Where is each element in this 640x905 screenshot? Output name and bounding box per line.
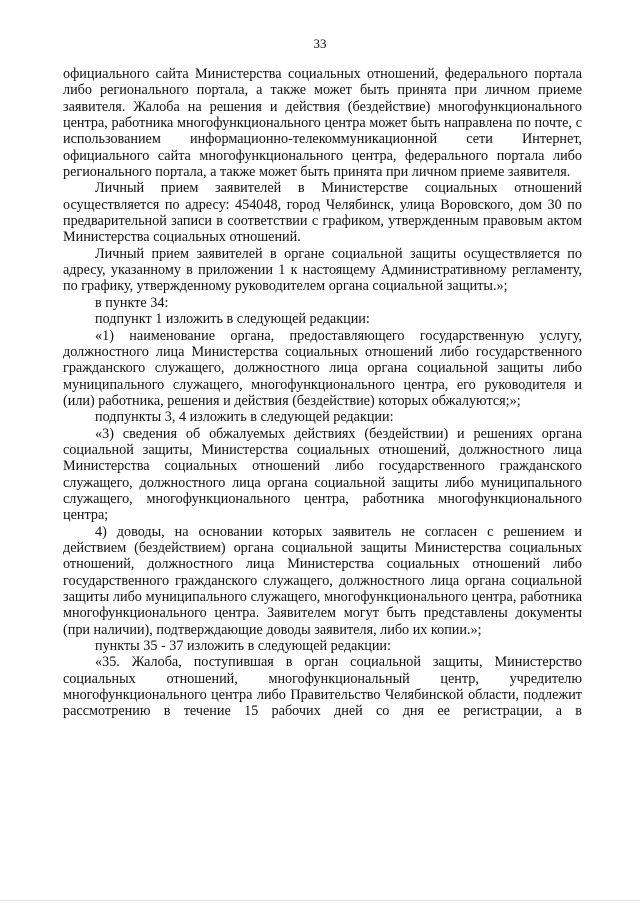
paragraph-clause-34-heading: в пункте 34: xyxy=(95,294,169,311)
paragraph-subclause-4-text: 4) доводы, на основании которых заявитель не согласен с решением и действием (бездействием) органа социальной защиты Министерства социальных отношений, должностного лица Министерства социальных отношений либо государственного гражданского служащего, должностного лица органа социальной защиты либо муниципального служащего, многофункционального центра, работника многофункционального центра. Заявителем могут быть представлены документы (при наличии), подтверждающие доводы заявителя, либо их копии.»; xyxy=(63,523,582,638)
paragraph-complaint-channels: официального сайта Министерства социальных отношений, федерального портала либо регионального портала, а также может быть принята при личном приеме заявителя. Жалоба на решения и действия (бездействие) многофункционального центра, работника многофункционального центра может быть направлена по почте, с использованием информационно-телекоммуникационной сети Интернет, официального сайта многофункционального центра, федерального портала либо регионального портала, а также может быть принята при личном приеме заявителя. xyxy=(63,66,582,181)
scan-edge-line xyxy=(0,900,640,901)
paragraph-clause-35-text: «35. Жалоба, поступившая в орган социальной защиты, Министерство социальных отношений, многофункциональный центр, учредителю многофункционального центра либо Правительство Челябинской области, подлежит рассмотрению в течение 15 рабочих дней со дня ее регистрации, а в xyxy=(63,654,582,720)
paragraph-subclauses-3-4-heading: подпункты 3, 4 изложить в следующей редакции: xyxy=(95,409,394,426)
paragraph-social-protection-reception: Личный прием заявителей в органе социальной защиты осуществляется по адресу, указанному в приложении 1 к настоящему Административному регламенту, по графику, утвержденному руководителем органа социальной защиты.»; xyxy=(63,245,582,295)
document-body xyxy=(63,66,582,720)
paragraph-clauses-35-37-heading: пункты 35 - 37 изложить в следующей редакции: xyxy=(95,638,391,655)
paragraph-subclause-3-text: «3) сведения об обжалуемых действиях (бездействии) и решениях органа социальной защиты, Министерства социальных отношений, должностного лица Министерства социальных отношений либо государственного гражданского служащего, должностного лица органа социальной защиты либо муниципального служащего, многофункционального центра, работника многофункционального центра; xyxy=(63,425,582,524)
paragraph-subclause-1-heading: подпункт 1 изложить в следующей редакции: xyxy=(95,311,370,328)
paragraph-subclause-1-text: «1) наименование органа, предоставляющего государственную услугу, должностного лица Министерства социальных отношений либо государственного гражданского служащего, должностного лица органа социальной защиты либо муниципального служащего, многофункционального центра, его руководителя и (или) работника, решения и действия (бездействие) которых обжалуются;»; xyxy=(63,327,582,409)
paragraph-ministry-reception: Личный прием заявителей в Министерстве социальных отношений осуществляется по адресу: 454048, город Челябинск, улица Воровского, дом 30 по предварительной записи в соответствии с графиком, утвержденным правовым актом Министерства социальных отношений. xyxy=(63,180,582,246)
page-number: 33 xyxy=(313,36,327,51)
